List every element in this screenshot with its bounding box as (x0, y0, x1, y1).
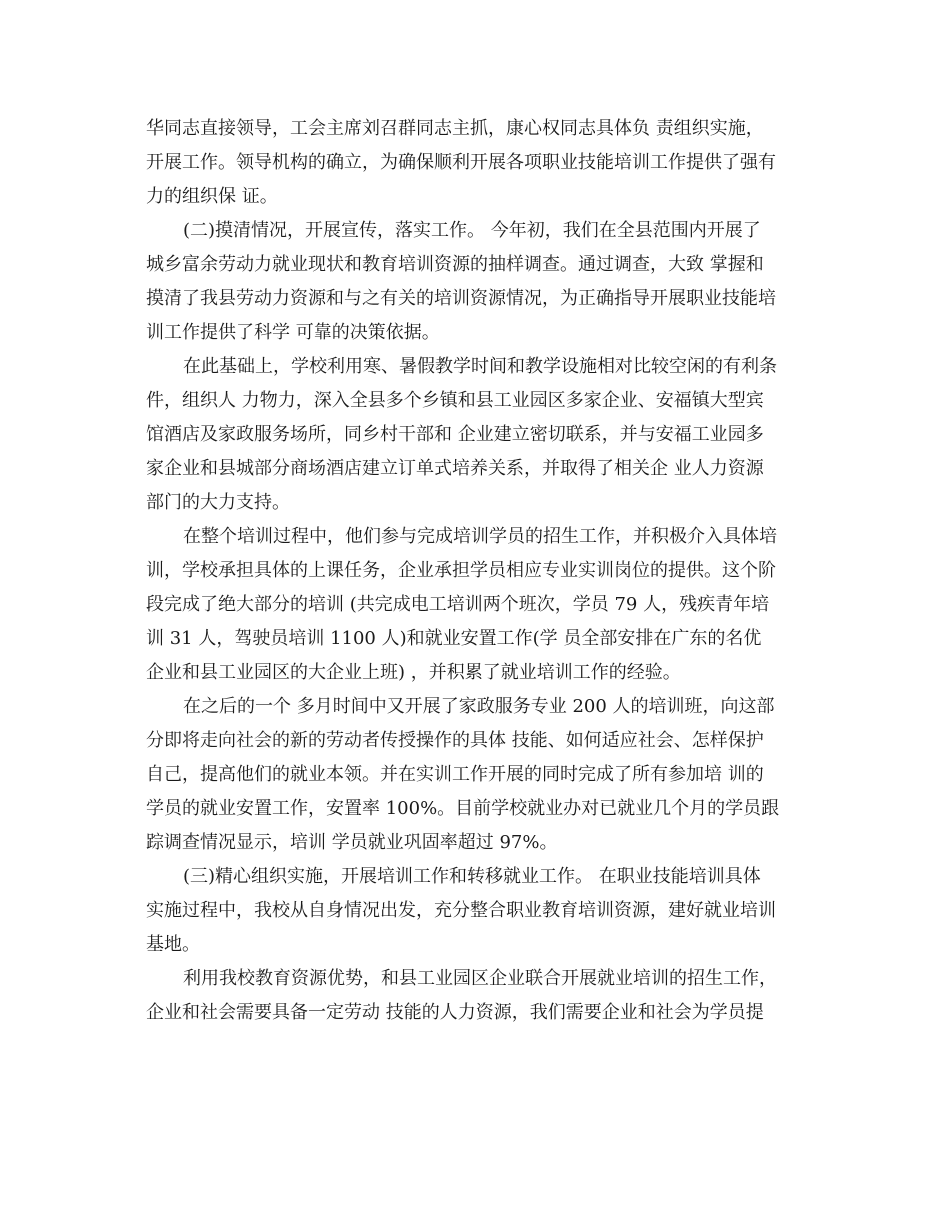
text-line: 分即将走向社会的新的劳动者传授操作的具体 技能、如何适应社会、怎样保护 (146, 730, 764, 751)
text-line: 段完成了绝大部分的培训 (共完成电工培训两个班次，学员 79 人，残疾青年培 (146, 594, 770, 615)
text-line: 部门的大力支持。 (146, 492, 290, 513)
text-line: 训 31 人，驾驶员培训 1100 人)和就业安置工作(学 员全部安排在广东的名优 (146, 628, 762, 649)
text-line: 力的组织保 证。 (146, 186, 278, 207)
text-line: 踪调查情况显示，培训 学员就业巩固率超过 97%。 (146, 832, 558, 853)
text-line: 训工作提供了科学 可靠的决策依据。 (146, 322, 440, 343)
text-line: 在整个培训过程中，他们参与完成培训学员的招生工作，并积极介入具体培 (183, 526, 777, 547)
text-line: 家企业和县城部分商场酒店建立订单式培养关系，并取得了相关企 业人力资源 (146, 458, 764, 479)
text-line: 摸清了我县劳动力资源和与之有关的培训资源情况，为正确指导开展职业技能培 (146, 288, 776, 309)
text-line: (三)精心组织实施，开展培训工作和转移就业工作。 在职业技能培训具体 (183, 866, 761, 887)
text-line: 在此基础上，学校利用寒、暑假教学时间和教学设施相对比较空闲的有利条 (183, 356, 777, 377)
text-line: (二)摸清情况，开展宣传，落实工作。 今年初，我们在全县范围内开展了 (183, 220, 761, 241)
text-line: 训，学校承担具体的上课任务，企业承担学员相应专业实训岗位的提供。这个阶 (146, 560, 776, 581)
document-body (146, 112, 806, 1030)
text-line: 学员的就业安置工作，安置率 100%。目前学校就业办对已就业几个月的学员跟 (146, 798, 780, 819)
text-line: 基地。 (146, 934, 200, 955)
text-line: 件，组织人 力物力，深入全县多个乡镇和县工业园区多家企业、安福镇大型宾 (146, 390, 764, 411)
text-line: 开展工作。领导机构的确立，为确保顺利开展各项职业技能培训工作提供了强有 (146, 152, 776, 173)
text-line: 企业和社会需要具备一定劳动 技能的人力资源，我们需要企业和社会为学员提 (146, 1002, 764, 1023)
text-line: 馆酒店及家政服务场所，同乡村干部和 企业建立密切联系，并与安福工业园多 (146, 424, 764, 445)
text-line: 自己，提高他们的就业本领。并在实训工作开展的同时完成了所有参加培 训的 (146, 764, 764, 785)
text-line: 华同志直接领导，工会主席刘召群同志主抓，康心权同志具体负 责组织实施， (146, 118, 764, 139)
text-line: 利用我校教育资源优势，和县工业园区企业联合开展就业培训的招生工作， (183, 968, 777, 989)
text-line: 实施过程中，我校从自身情况出发，充分整合职业教育培训资源，建好就业培训 (146, 900, 776, 921)
text-line: 在之后的一个 多月时间中又开展了家政服务专业 200 人的培训班，向这部 (183, 696, 775, 717)
text-line: 城乡富余劳动力就业现状和教育培训资源的抽样调查。通过调查，大致 掌握和 (146, 254, 764, 275)
text-line: 企业和县工业园区的大企业上班) ，并积累了就业培训工作的经验。 (146, 662, 681, 683)
